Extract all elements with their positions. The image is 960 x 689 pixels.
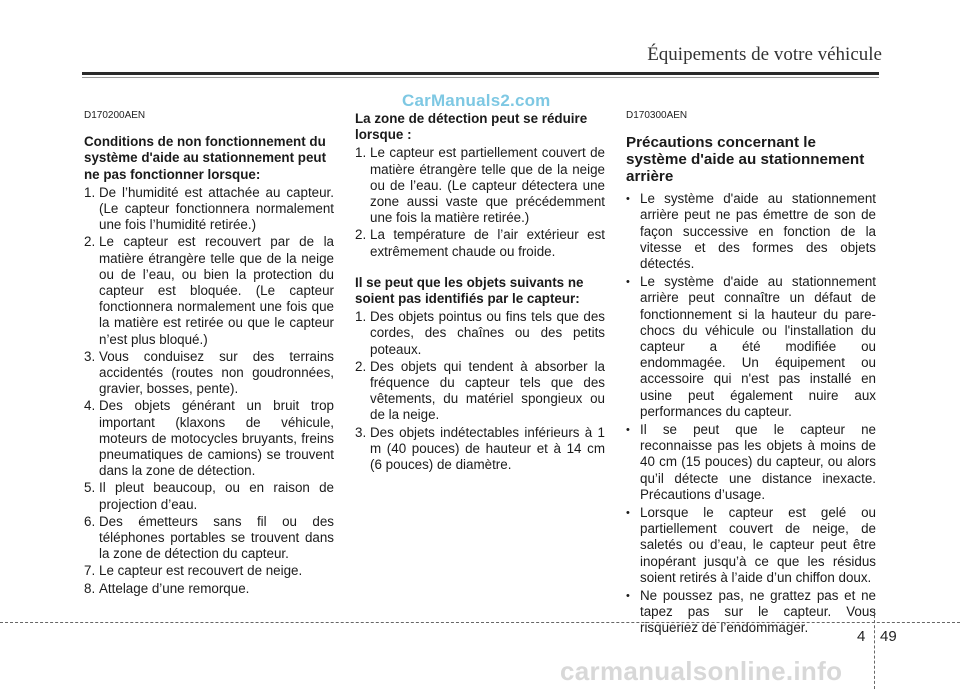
bullet-icon: • [626, 193, 630, 206]
precautions-heading: Précautions concernant le système d'aide au stationnement arrière [626, 134, 865, 186]
column-2 [355, 111, 605, 474]
detection-zone-heading: La zone de détection peut se réduire lorsque : [355, 111, 588, 143]
item-number: 2. [355, 227, 367, 243]
item-text: Le capteur est recouvert de neige. [99, 563, 303, 579]
unidentified-objects-list [355, 309, 605, 473]
watermark-bottom: carmanualsonline.info [560, 656, 843, 686]
item-text: Le système d'aide au stationnement arrière peut ne pas émettre de son de façon successive en fonction de la vitesse et des formes des objets détectés. [640, 191, 876, 272]
item-text: Il se peut que le capteur ne reconnaisse pas les objets à moins de 40 cm (15 pouces) du capteur, ou alors qu’il détecte une distance inexacte. Précautions d’usage. [640, 422, 876, 502]
unidentified-objects-heading: Il se peut que les objets suivants ne soient pas identifiés par le capteur: [355, 274, 584, 307]
detection-zone-list [355, 145, 605, 259]
precautions-list [626, 191, 876, 636]
bullet-icon: • [626, 276, 630, 289]
page-section-title: Équipements de votre véhicule [647, 44, 882, 65]
header-rule-thin [82, 77, 879, 78]
item-text: La température de l’air extérieur est extrêmement chaude ou froide. [370, 227, 605, 259]
bullet-icon: • [626, 590, 630, 603]
bullet-icon: • [626, 507, 630, 520]
list-item [84, 398, 334, 479]
list-item [84, 480, 334, 512]
item-text: Des objets pointus ou fins tels que des cordes, des chaînes ou des petits poteaux. [370, 309, 605, 357]
item-text: Attelage d’une remorque. [99, 580, 250, 596]
item-number: 5. [84, 480, 96, 496]
item-number: 7. [84, 563, 96, 579]
item-text: Le capteur est partiellement couvert de matière étrangère telle que de la neige ou de l’eau. (Le capteur détectera une zone aussi vaste que précédemment une fois la matière retirée.) [370, 145, 605, 226]
item-number: 2. [355, 358, 367, 374]
item-number: 2. [84, 234, 96, 250]
bullet-icon: • [626, 424, 630, 437]
list-item [84, 581, 334, 597]
item-text: Ne poussez pas, ne grattez pas et ne tapez pas sur le capteur. Vous risqueriez de l’endommager. [640, 588, 876, 636]
list-item [626, 505, 876, 586]
item-text: Des objets générant un bruit trop important (klaxons de véhicule, moteurs de motocycles bruyants, freins pneumatiques de camions) se trouvent dans la zone de détection. [99, 398, 334, 479]
item-text: Vous conduisez sur des terrains accidentés (routes non goudronnées, gravier, bosses, pente). [99, 348, 334, 397]
item-number: 4. [84, 398, 96, 414]
item-text: Le capteur est recouvert par de la matière étrangère telle que de la neige ou de l’eau, ou bien la protection du capteur est bloquée. (Le capteur fonctionnera normalement une fois que la matière est retirée ou que le capteur n’est plus bloqué.) [99, 234, 334, 347]
column-1 [84, 108, 334, 598]
list-item [626, 422, 876, 503]
page-number: 49 [880, 628, 897, 645]
item-number: 1. [84, 184, 96, 200]
list-item [355, 359, 605, 424]
list-item [84, 563, 334, 579]
list-item [355, 227, 605, 259]
item-number: 6. [84, 513, 96, 529]
list-item [84, 185, 334, 234]
list-item [84, 234, 334, 347]
footer-dashed-rule [0, 622, 960, 623]
list-item [355, 145, 605, 226]
chapter-number: 4 [857, 628, 866, 645]
watermark-top: CarManuals2.com [402, 91, 551, 110]
list-item [626, 191, 876, 272]
section-heading: Conditions de non fonctionnement du système d'aide au stationnement peut ne pas fonctionner lorsque: [84, 134, 327, 182]
conditions-list [84, 185, 334, 597]
item-number: 8. [84, 580, 96, 596]
footer-vertical-rule [874, 610, 875, 689]
list-item [355, 309, 605, 358]
item-text: Lorsque le capteur est gelé ou partiellement couvert de neige, de saletés ou d’eau, le capteur peut être inopérant jusqu’à ce que les résidus soient retirés à l’aide d’un chiffon doux. [640, 505, 876, 585]
column-3 [626, 108, 876, 639]
list-item [84, 349, 334, 398]
section-code: D170300AEN [626, 110, 688, 121]
header-rule [82, 72, 879, 75]
item-number: 1. [355, 309, 367, 325]
list-item [626, 274, 876, 420]
item-text: Il pleut beaucoup, ou en raison de projection d’eau. [99, 480, 334, 512]
list-item [84, 514, 334, 563]
item-number: 3. [355, 424, 367, 440]
list-item [355, 425, 605, 474]
item-number: 3. [84, 348, 96, 364]
item-text: De l’humidité est attachée au capteur. (Le capteur fonctionnera normalement une fois l’humidité retirée.) [99, 184, 334, 233]
item-number: 1. [355, 145, 367, 161]
item-text: Des objets qui tendent à absorber la fréquence du capteur tels que des vêtements, du matériel spongieux ou de la neige. [370, 358, 605, 423]
list-item [626, 588, 876, 637]
item-text: Le système d'aide au stationnement arrière peut connaître un défaut de fonctionnement si la hauteur du pare-chocs du véhicule ou l'installation du capteur a été modifiée ou endommagée. Un équipement ou accessoire qui n'est pas installé en usine peut également nuire aux performances du capteur. [640, 274, 876, 419]
item-text: Des objets indétectables inférieurs à 1 m (40 pouces) de hauteur et à 14 cm (6 pouces) de diamètre. [370, 424, 605, 473]
item-text: Des émetteurs sans fil ou des téléphones portables se trouvent dans la zone de détection du capteur. [99, 513, 334, 562]
section-code: D170200AEN [84, 110, 146, 121]
